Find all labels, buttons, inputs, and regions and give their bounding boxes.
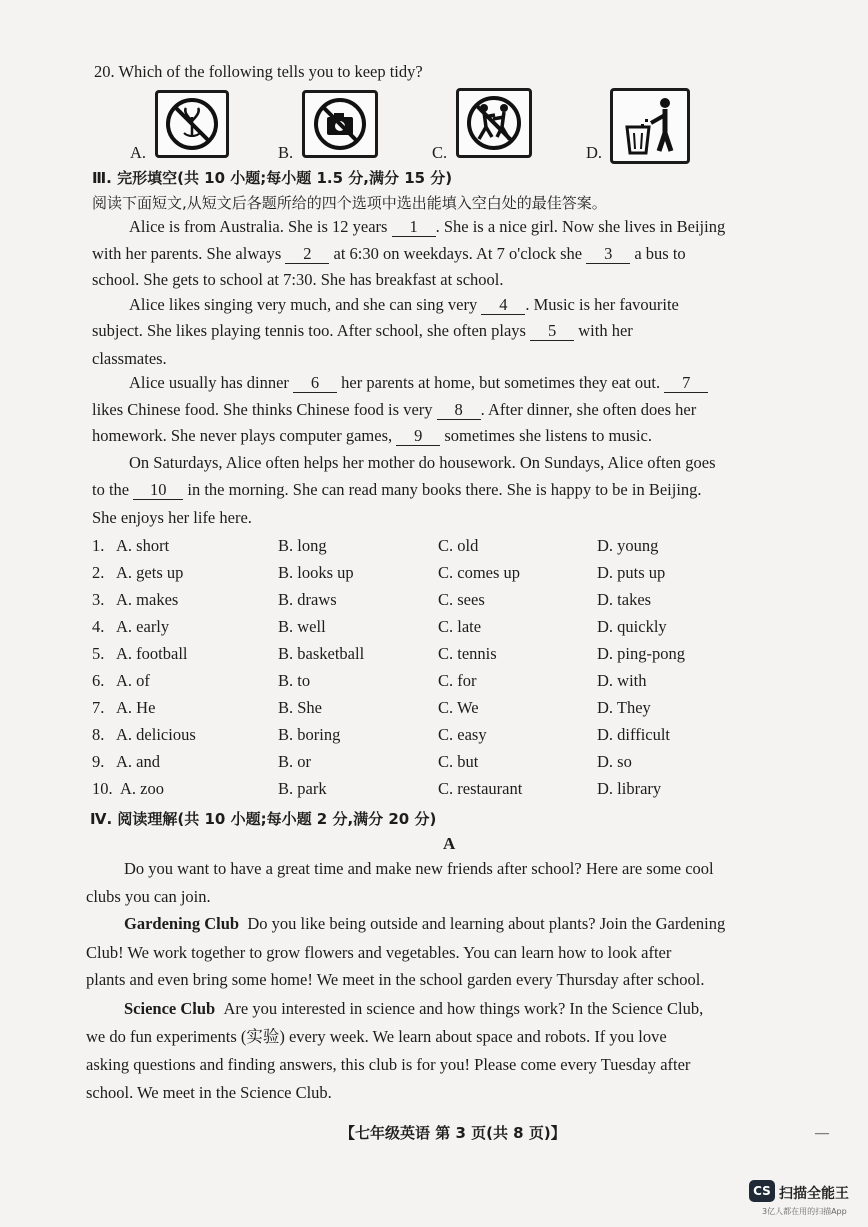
blank-9: 9 <box>396 428 440 446</box>
no-picking-flowers-icon <box>155 90 229 158</box>
no-camera-icon <box>302 90 378 158</box>
passage-line-4: Alice likes singing very much, and she can sing very 4 . Music is her favourite <box>129 295 679 314</box>
blank-4: 4 <box>481 297 525 315</box>
science-line-1: Science Club Are you interested in science and how things work? In the Science Club, <box>124 999 704 1018</box>
option-a-label: A. <box>130 143 147 162</box>
passage-line-7: Alice usually has dinner 6 her parents at home, but sometimes they eat out. 7 <box>129 375 708 393</box>
option-row: 10. A. zoo B. park C. restaurant D. library <box>92 779 662 798</box>
gardening-line-2: Club! We work together to grow flowers and vegetables. You can learn how to look after <box>86 943 672 962</box>
option-row: 6. A. of B. to C. for D. with <box>92 671 647 690</box>
blank-7: 7 <box>664 375 708 393</box>
passage-line-8: likes Chinese food. She thinks Chinese food is very 8 . After dinner, she often does her <box>92 400 697 419</box>
option-row: 4. A. early B. well C. late D. quickly <box>92 617 667 636</box>
passage-line-1: Alice is from Australia. She is 12 years 1 . She is a nice girl. Now she lives in Beijing <box>129 217 726 236</box>
passage-line-6: classmates. <box>92 349 167 368</box>
camscanner-tagline: 3亿人都在用的扫描App <box>762 1207 847 1216</box>
blank-5: 5 <box>530 323 574 341</box>
option-row: 1. A. short B. long C. old D. young <box>92 536 659 555</box>
page-footer: 【七年级英语 第 3 页(共 8 页)】 <box>340 1124 566 1142</box>
litter-bin-icon <box>610 88 690 164</box>
option-row: 9. A. and B. or C. but D. so <box>92 752 632 771</box>
blank-2: 2 <box>285 246 329 264</box>
camscanner-logo: CS <box>749 1180 775 1202</box>
reading-intro-line-2: clubs you can join. <box>86 887 211 906</box>
option-row: 3. A. makes B. draws C. sees D. takes <box>92 590 652 609</box>
option-row: 2. A. gets up B. looks up C. comes up D. puts up <box>92 563 666 582</box>
passage-line-3: school. She gets to school at 7:30. She has breakfast at school. <box>92 270 504 289</box>
option-row: 7. A. He B. She C. We D. They <box>92 698 651 717</box>
section-3-instruction: 阅读下面短文,从短文后各题所给的四个选项中选出能填入空白处的最佳答案。 <box>92 194 607 212</box>
gardening-line-1: Gardening Club Do you like being outside and learning about plants? Join the Gardening <box>124 914 726 933</box>
blank-3: 3 <box>586 246 630 264</box>
section-4-heading: Ⅳ. 阅读理解(共 10 小题;每小题 2 分,满分 20 分) <box>90 810 437 828</box>
no-fighting-icon <box>456 88 532 158</box>
science-line-4: school. We meet in the Science Club. <box>86 1083 332 1102</box>
reading-intro-line-1: Do you want to have a great time and make new friends after school? Here are some cool <box>124 859 714 878</box>
camscanner-brand: 扫描全能王 <box>779 1186 849 1202</box>
footer-dash: — <box>815 1126 829 1141</box>
passage-line-10: On Saturdays, Alice often helps her mother do housework. On Sundays, Alice often goes <box>129 453 716 472</box>
reading-part-label: A <box>443 834 456 853</box>
passage-line-5: subject. She likes playing tennis too. After school, she often plays 5 with her <box>92 321 633 340</box>
option-row: 8. A. delicious B. boring C. easy D. difficult <box>92 725 671 744</box>
gardening-club-title: Gardening Club <box>124 914 240 933</box>
section-3-heading: Ⅲ. 完形填空(共 10 小题;每小题 1.5 分,满分 15 分) <box>92 169 453 187</box>
science-line-3: asking questions and finding answers, this club is for you! Please come every Tuesday after <box>86 1055 691 1074</box>
blank-10: 10 <box>133 482 183 500</box>
passage-line-9: homework. She never plays computer games, 9 sometimes she listens to music. <box>92 426 653 445</box>
passage-line-11: to the 10 in the morning. She can read many books there. She is happy to be in Beijing. <box>92 480 702 499</box>
science-line-2: we do fun experiments (实验) every week. We learn about space and robots. If you love <box>86 1027 667 1046</box>
passage-line-12: She enjoys her life here. <box>92 508 252 527</box>
gardening-line-3: plants and even bring some home! We meet in the school garden every Thursday after school. <box>86 970 705 989</box>
blank-1: 1 <box>392 219 436 237</box>
passage-line-2: with her parents. She always 2 at 6:30 on weekdays. At 7 o'clock she 3 a bus to <box>92 244 686 263</box>
option-b-label: B. <box>278 143 294 162</box>
option-c-label: C. <box>432 143 448 162</box>
blank-6: 6 <box>293 375 337 393</box>
option-row: 5. A. football B. basketball C. tennis D. ping-pong <box>92 644 685 663</box>
science-club-title: Science Club <box>124 999 216 1018</box>
question-20-text: 20. Which of the following tells you to keep tidy? <box>94 62 423 81</box>
blank-8: 8 <box>437 402 481 420</box>
option-d-label: D. <box>586 143 603 162</box>
